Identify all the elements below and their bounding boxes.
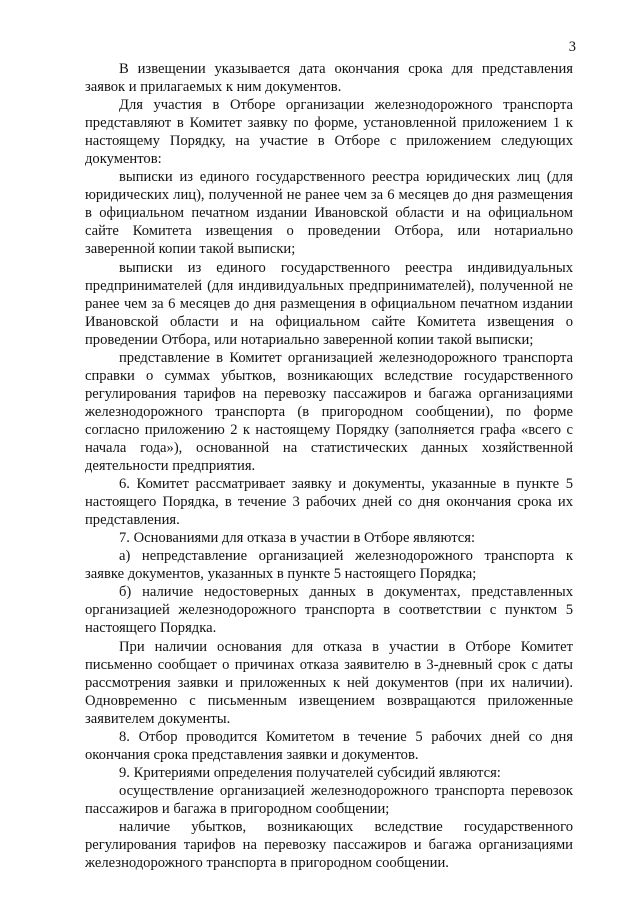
paragraph-refusal-notice: При наличии основания для отказа в участии в Отборе Комитет письменно сообщает о причинах отказа заявителю в 3-дневный срок с даты рассмотрения заявки и приложенных к ней документов (при их наличии). Одновременно с письменным извещением возвращаются приложенные заявителем документы. (85, 638, 573, 727)
paragraph-criterion-transport: осуществление организацией железнодорожного транспорта перевозок пассажиров и багажа в пригородном сообщении; (85, 782, 573, 817)
document-body (85, 60, 573, 872)
paragraph-entrepreneurs-extract: выписки из единого государственного реестра индивидуальных предпринимателей (для индивидуальных предпринимателей), полученной не ранее чем за 6 месяцев до дня размещения в официальном печатном издании Ивановской области и на официальном сайте Комитета извещения о проведении Отбора, или нотариально заверенной копии такой выписки; (85, 259, 573, 348)
page-number: 3 (568, 39, 576, 55)
paragraph-losses-certificate: представление в Комитет организацией железнодорожного транспорта справки о суммах убытков, возникающих вследствие государственного регулирования тарифов на перевозку пассажиров и багажа организациями железнодорожного транспорта (в пригородном сообщении), по форме согласно приложению 2 к настоящему Порядку (заполняется графа «всего с начала года»), основанной на статистических данных хозяйственной деятельности предприятия. (85, 349, 573, 475)
paragraph-item-9: 9. Критериями определения получателей субсидий являются: (119, 764, 501, 781)
paragraph-item-7b: б) наличие недостоверных данных в документах, представленных организацией железнодорожного транспорта в соответствии с пунктом 5 настоящего Порядка. (85, 584, 573, 637)
paragraph-legal-entities-extract: выписки из единого государственного реестра юридических лиц (для юридических лиц), полученной не ранее чем за 6 месяцев до дня размещения в официальном печатном издании Ивановской области и на официальном сайте Комитета извещения о проведении Отбора, или нотариально заверенной копии такой выписки; (85, 169, 573, 258)
paragraph-participation-documents: Для участия в Отборе организации железнодорожного транспорта представляют в Комитет заявку по форме, установленной приложением 1 к настоящему Порядку, на участие в Отборе с приложением следующих документов: (85, 97, 573, 168)
paragraph-item-6: 6. Комитет рассматривает заявку и документы, указанные в пункте 5 настоящего Порядка, в течение 3 рабочих дней со дня окончания срока их представления. (85, 476, 573, 529)
paragraph-criterion-losses: наличие убытков, возникающих вследствие государственного регулирования тарифов на перевозку пассажиров и багажа организациями железнодорожного транспорта в пригородном сообщении. (85, 818, 573, 872)
paragraph-item-7a: а) непредставление организацией железнодорожного транспорта к заявке документов, указанных в пункте 5 настоящего Порядка; (85, 548, 573, 583)
paragraph-notice-deadline: В извещении указывается дата окончания срока для представления заявок и прилагаемых к ним документов. (85, 61, 573, 96)
paragraph-item-8: 8. Отбор проводится Комитетом в течение 5 рабочих дней со дня окончания срока представления заявки и документов. (85, 728, 573, 763)
paragraph-item-7: 7. Основаниями для отказа в участии в Отборе являются: (119, 530, 476, 547)
